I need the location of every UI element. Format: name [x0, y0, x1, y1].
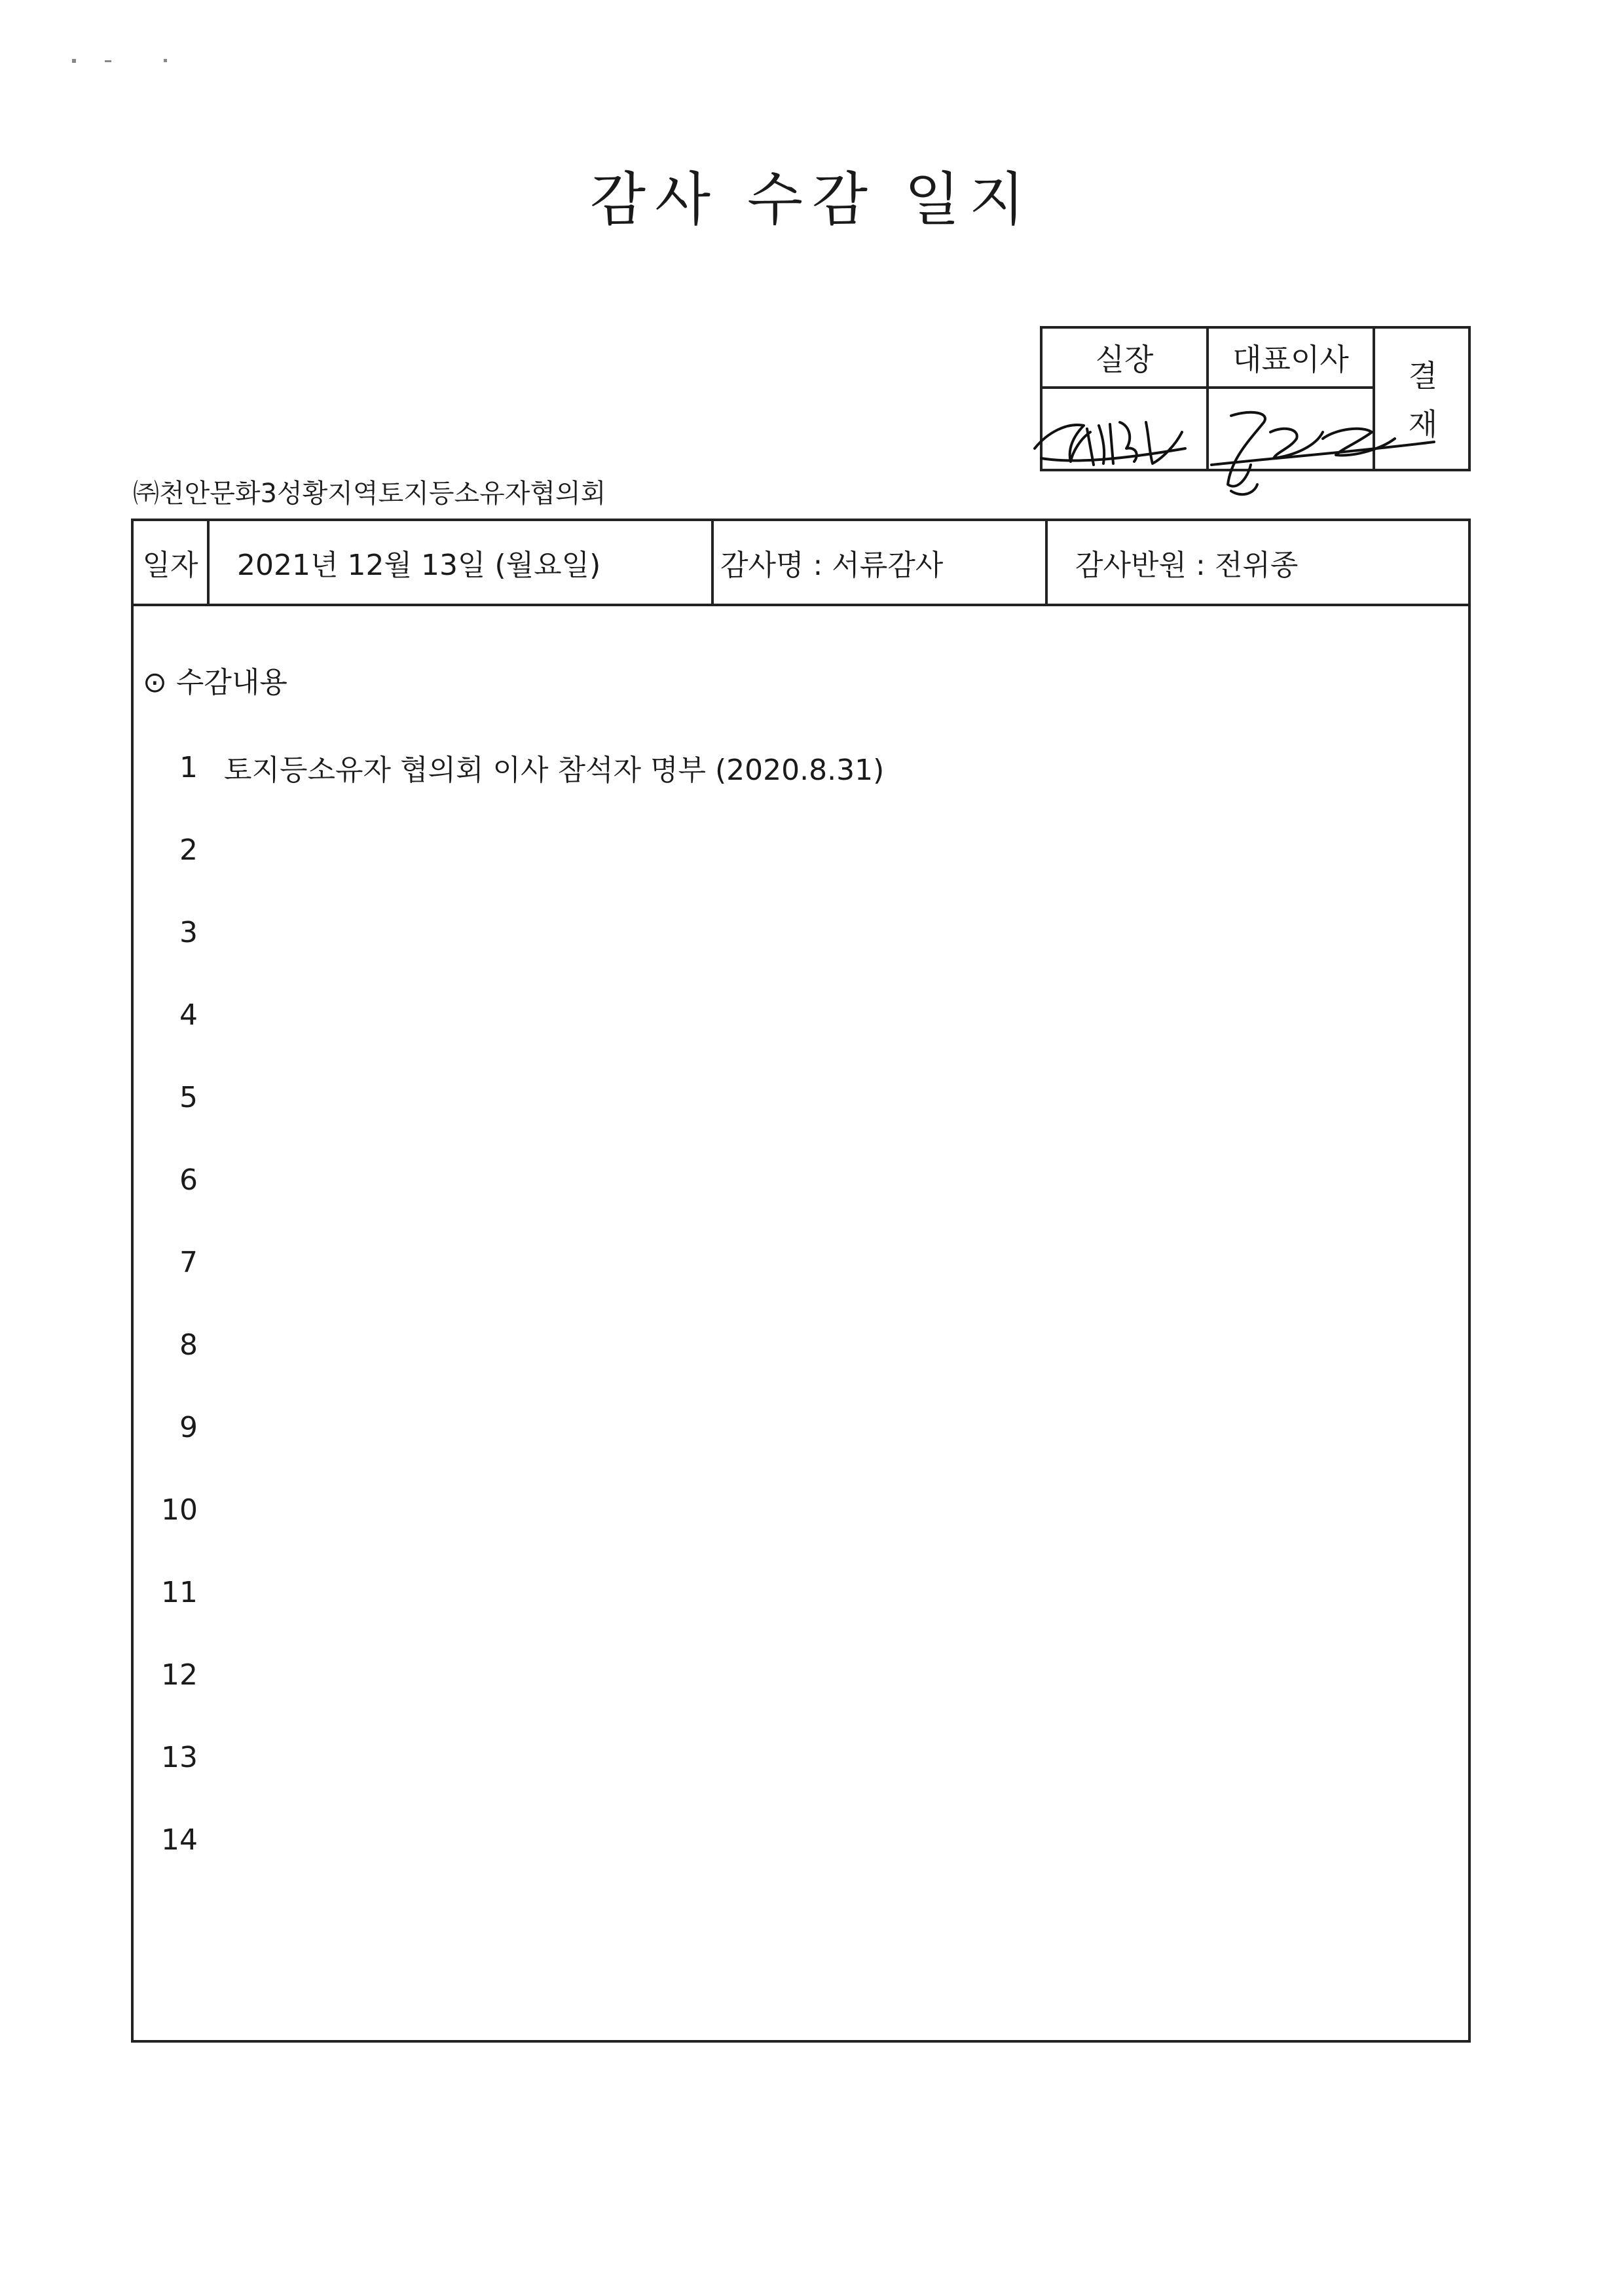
scan-mark: [105, 60, 111, 62]
approval-side-bottom: 재: [1408, 407, 1438, 442]
list-item: [134, 1319, 224, 1371]
list-item: [134, 1731, 224, 1783]
signature-manager: [1022, 386, 1218, 478]
item-number: 3: [179, 915, 198, 949]
approval-side-top: 결: [1408, 358, 1438, 393]
item-number: 10: [161, 1493, 198, 1527]
item-number: 9: [179, 1410, 198, 1444]
item-number: 14: [161, 1823, 198, 1857]
item-number: 6: [179, 1163, 198, 1197]
scan-mark: [72, 59, 76, 63]
item-number: 5: [179, 1080, 198, 1114]
audit-log-table: [131, 519, 1471, 2043]
list-item: [134, 1236, 224, 1288]
scan-mark: [164, 59, 167, 62]
item-number: 7: [179, 1245, 198, 1279]
list-item: [134, 1071, 224, 1123]
list-item: [134, 989, 224, 1041]
organization-name: ㈜천안문화3성황지역토지등소유자협의회: [133, 479, 606, 509]
list-item: [134, 906, 224, 958]
list-item: [134, 824, 224, 876]
document-title: 감사 수감 일지: [590, 166, 1034, 233]
table-header-row: [134, 521, 1468, 606]
list-item: [134, 1154, 224, 1206]
approval-col-manager: 실장: [1043, 329, 1209, 389]
item-number: 11: [161, 1575, 198, 1609]
auditor-cell: 감사반원 : 전위종: [1075, 549, 1299, 582]
section-label: ⊙ 수감내용: [143, 666, 287, 699]
list-item: [134, 1649, 224, 1701]
list-item: [134, 1813, 224, 1866]
list-item: [134, 1484, 224, 1536]
item-number: 12: [161, 1658, 198, 1692]
item-number: 4: [179, 998, 198, 1032]
date-label-cell: 일자: [134, 521, 210, 604]
date-value-cell: 2021년 12월 13일 (월요일): [210, 521, 714, 604]
item-number: 2: [179, 833, 198, 867]
item-number: 8: [179, 1328, 198, 1362]
item-text: 토지등소유자 협의회 이사 참석자 명부 (2020.8.31): [224, 754, 885, 787]
item-number: 13: [161, 1740, 198, 1774]
list-item: [134, 1401, 224, 1453]
approval-col-ceo: 대표이사: [1209, 329, 1375, 389]
list-item: [134, 741, 884, 793]
item-number: 1: [179, 750, 198, 784]
signature-ceo: [1192, 393, 1441, 511]
audit-name-cell: 감사명 : 서류감사: [714, 521, 1048, 604]
list-item: [134, 1566, 224, 1618]
